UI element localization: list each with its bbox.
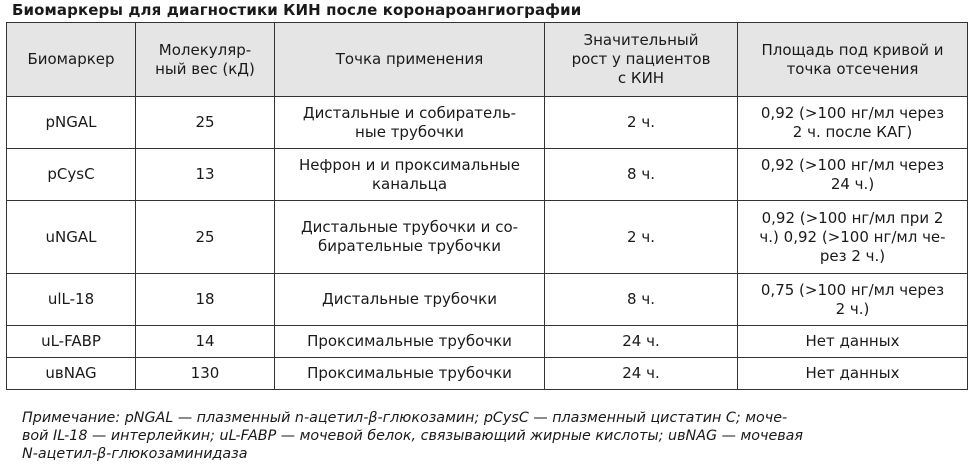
header-auc-cutoff: Площадь под кривой и точка отсечения: [738, 23, 968, 97]
header-molecular-weight: Молекуляр- ный вес (кД): [136, 23, 275, 97]
cell-auc-cutoff: 0,92 (>100 нг/мл при 2 ч.) 0,92 (>100 нг/мл че- рез 2 ч.): [738, 201, 968, 274]
cell-application-point: Дистальные и собиратель- ные трубочки: [275, 97, 545, 149]
table-row: [7, 201, 968, 274]
header-significant-rise: Значительный рост у пациентов с КИН: [545, 23, 738, 97]
table-header-row: [7, 23, 968, 97]
table-row: [7, 274, 968, 326]
table-row: [7, 358, 968, 390]
cell-molecular-weight: 130: [136, 358, 275, 390]
cell-application-point: Проксимальные трубочки: [275, 326, 545, 358]
cell-auc-cutoff: Нет данных: [738, 326, 968, 358]
cell-application-point: Дистальные трубочки и со- бирательные трубочки: [275, 201, 545, 274]
cell-molecular-weight: 25: [136, 201, 275, 274]
cell-biomarker: uL-FABP: [7, 326, 136, 358]
cell-biomarker: ulL-18: [7, 274, 136, 326]
cell-molecular-weight: 18: [136, 274, 275, 326]
cell-auc-cutoff: 0,92 (>100 нг/мл через 2 ч. после КАГ): [738, 97, 968, 149]
table-footnote: Примечание: pNGAL — плазменный n-ацетил-β-глюкозамин; pCysC — плазменный цистатин С; моче- вой IL-18 — интерлейкин; uL-FABP — мочевой белок, связывающий жирные кислоты; uвNAG — мочевая N-ацетил-β-глюкозаминидаза: [22, 410, 804, 462]
header-application-point: Точка применения: [275, 23, 545, 97]
table-row: [7, 97, 968, 149]
cell-application-point: Проксимальные трубочки: [275, 358, 545, 390]
cell-significant-rise: 24 ч.: [545, 326, 738, 358]
biomarkers-table: [6, 22, 968, 390]
table-row: [7, 149, 968, 201]
cell-significant-rise: 8 ч.: [545, 274, 738, 326]
cell-molecular-weight: 13: [136, 149, 275, 201]
cell-biomarker: uвNAG: [7, 358, 136, 390]
cell-significant-rise: 2 ч.: [545, 201, 738, 274]
cell-significant-rise: 24 ч.: [545, 358, 738, 390]
cell-auc-cutoff: Нет данных: [738, 358, 968, 390]
cell-molecular-weight: 14: [136, 326, 275, 358]
cell-biomarker: uNGAL: [7, 201, 136, 274]
cell-significant-rise: 8 ч.: [545, 149, 738, 201]
table-title: Биомаркеры для диагностики КИН после коронароангиографии: [12, 1, 582, 19]
cell-significant-rise: 2 ч.: [545, 97, 738, 149]
cell-molecular-weight: 25: [136, 97, 275, 149]
cell-application-point: Нефрон и и проксимальные канальца: [275, 149, 545, 201]
table-row: [7, 326, 968, 358]
cell-biomarker: pNGAL: [7, 97, 136, 149]
cell-auc-cutoff: 0,75 (>100 нг/мл через 2 ч.): [738, 274, 968, 326]
cell-biomarker: pCysC: [7, 149, 136, 201]
cell-auc-cutoff: 0,92 (>100 нг/мл через 24 ч.): [738, 149, 968, 201]
cell-application-point: Дистальные трубочки: [275, 274, 545, 326]
header-biomarker: Биомаркер: [7, 23, 136, 97]
